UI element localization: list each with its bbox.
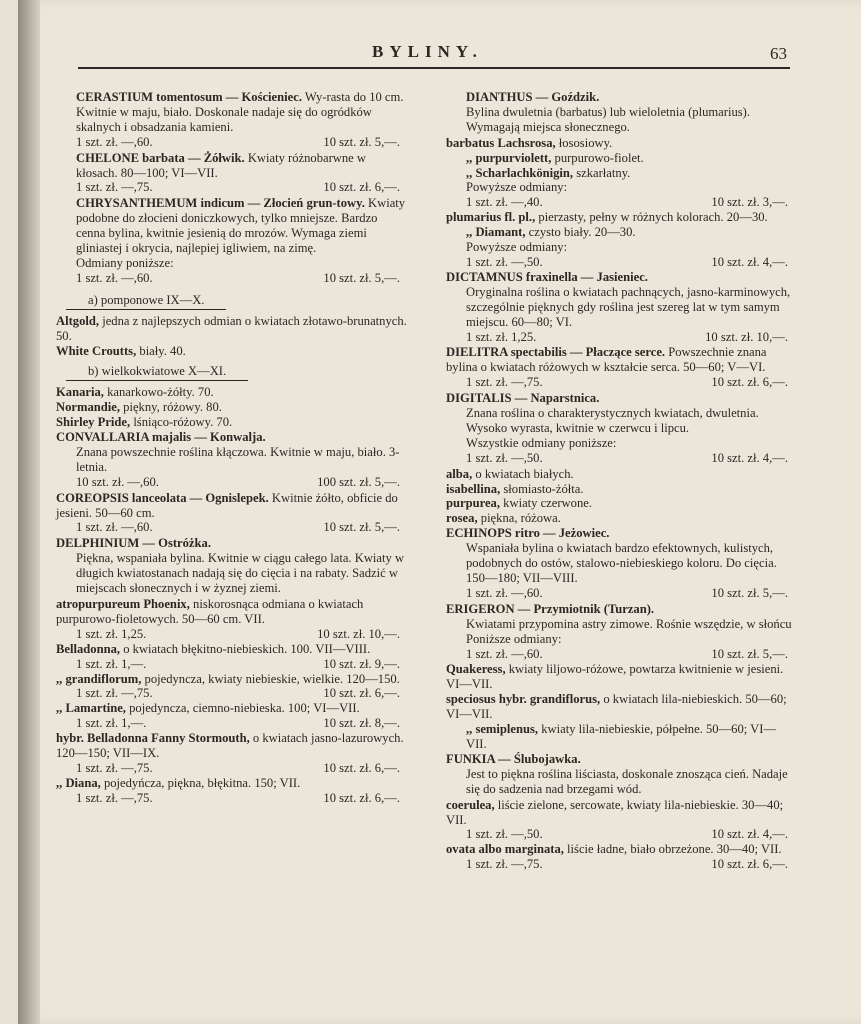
- price-single: 1 szt. zł. —,75.: [76, 760, 153, 775]
- price-line: [446, 647, 796, 662]
- variant-name: isabellina,: [446, 481, 501, 496]
- entry-description: Bylina dwuletnia (barbatus) lub wieloletnia (plumarius). Wymagają miejsca słonecznego.: [466, 104, 750, 134]
- variants-note: Odmiany poniższe:: [76, 255, 174, 270]
- variant-description: szkarłatny.: [576, 165, 631, 180]
- variant-isabellina: [446, 482, 796, 497]
- price-ten: 10 szt. zł. 6,—.: [323, 760, 400, 775]
- entry-cerastium: [56, 90, 408, 150]
- variant-description: o kwiatach jasno-lazurowych. 120—150; VII—IX.: [56, 731, 404, 761]
- variant-quakeress: [446, 662, 796, 692]
- variant-rosea: [446, 511, 796, 526]
- variant-description: kwiaty lila-niebieskie, półpełne. 50—60; VI—VII.: [466, 722, 777, 751]
- price-single: 1 szt. zł. —,60.: [76, 134, 153, 149]
- variant-alba: [446, 467, 796, 482]
- variant-name: ,, Scharlachkönigin,: [466, 165, 574, 180]
- price-ten: 10 szt. zł. 4,—.: [711, 254, 788, 269]
- price-ten: 10 szt. zł. 4,—.: [711, 450, 788, 465]
- entry-chelone: [56, 151, 408, 196]
- variant-normandie: [56, 400, 408, 415]
- variant-purpurea: [446, 496, 796, 511]
- price-single: 1 szt. zł. —,75.: [76, 686, 153, 701]
- entry-title: CHELONE barbata — Żółwik.: [76, 150, 245, 165]
- entry-description: Kwitnie żółto, obficie do jesieni. 50—60 cm.: [56, 490, 398, 520]
- price-single: 1 szt. zł. —,75.: [76, 790, 153, 805]
- price-single: 1 szt. zł. —,75.: [466, 857, 543, 872]
- variant-speciosus: [446, 692, 796, 722]
- left-column: [56, 90, 408, 806]
- entry-description: Oryginalna roślina o kwiatach pachnących, jasno-karminowych, szczególnie pięknych gdy roślina jest szereg lat w tym samym miejscu. 60—80; VI.: [466, 284, 791, 329]
- variant-hybr-belladonna: [56, 731, 408, 761]
- subheading-wielkokwiatowe: b) wielkokwiatowe X—XI.: [66, 362, 248, 381]
- price-ten: 10 szt. zł. 3,—.: [711, 195, 788, 210]
- price-single: 1 szt. zł. —,50.: [466, 827, 543, 842]
- price-ten: 10 szt. zł. 6,—.: [711, 857, 788, 872]
- variant-diana: [56, 776, 408, 791]
- entry-funkia: [446, 752, 796, 797]
- entry-dianthus: [446, 90, 796, 135]
- price-ten: 10 szt. zł. 10,—.: [317, 626, 400, 641]
- entry-description: Znana powszechnie roślina kłączowa. Kwitnie w maju, biało. 3-letnia.: [76, 444, 400, 474]
- price-line: [446, 827, 796, 842]
- price-single: 10 szt. zł. —,60.: [76, 474, 159, 489]
- entry-description: Piękna, wspaniała bylina. Kwitnie w ciągu całego lata. Kwiaty w długich kwiatostanach nadają się do cięcia i na rabaty. Sadzić w miejscach słonecznych i w żyznej ziemi.: [76, 551, 405, 596]
- entry-title: ECHINOPS ritro — Jeżowiec.: [446, 526, 610, 541]
- entry-coreopsis: [56, 491, 408, 536]
- entry-title: DIELITRA spectabilis — Płaczące serce.: [446, 345, 666, 360]
- variant-description: słomiasto-żółta.: [503, 481, 584, 496]
- variant-plumarius: [446, 210, 796, 225]
- variant-description: czysto biały. 20—30.: [528, 225, 636, 240]
- variant-name: barbatus Lachsrosa,: [446, 135, 556, 150]
- variant-lamartine: [56, 701, 408, 716]
- price-ten: 10 szt. zł. 5,—.: [711, 646, 788, 661]
- price-line: [56, 686, 408, 701]
- page-header-title: BYLINY.: [372, 42, 483, 61]
- entry-title: COREOPSIS lanceolata — Ognislepek.: [56, 490, 269, 505]
- price-single: 1 szt. zł. 1,25.: [76, 626, 147, 641]
- variant-name: ,, Lamartine,: [56, 701, 126, 716]
- variant-description: jedna z najlepszych odmian o kwiatach złotawo-brunatnych. 50.: [56, 313, 407, 343]
- entry-title: CERASTIUM tomentosum — Kościeniec.: [76, 90, 302, 104]
- price-line: [446, 255, 796, 270]
- price-ten: 10 szt. zł. 10,—.: [705, 329, 788, 344]
- variant-name: ,, grandiflorum,: [56, 671, 142, 686]
- price-line: [56, 791, 408, 806]
- variant-description: purpurowo-fiolet.: [554, 150, 644, 165]
- variant-atropurpureum: [56, 597, 408, 627]
- book-gutter: [18, 0, 40, 1024]
- entry-description: Kwiaty różnobarwne w kłosach. 80—100; VI—VII.: [76, 150, 367, 180]
- entry-description: Kwiatami przypomina astry zimowe. Rośnie wszędzie, w słońcu: [466, 616, 792, 631]
- variant-belladonna: [56, 642, 408, 657]
- price-single: 1 szt. zł. —,40.: [466, 195, 543, 210]
- entry-description: Kwiaty podobne do złocieni doniczkowych, tylko mniejsze. Bardzo cenna bylina, kwitnie jesienią do mrozów. Wymaga ziemi gliniastej i okrycia, najlepiej igliwiem, na zimę.: [76, 196, 406, 256]
- variant-scharlachkonigin: [446, 166, 796, 181]
- entry-convallaria: [56, 430, 408, 490]
- price-line: [446, 857, 796, 872]
- price-line: [446, 195, 796, 210]
- variant-barbatus: [446, 136, 796, 151]
- price-ten: 10 szt. zł. 5,—.: [711, 585, 788, 600]
- price-line: [56, 520, 408, 535]
- variant-description: pierzasty, pełny w różnych kolorach. 20—30.: [538, 210, 768, 225]
- variant-name: purpurea,: [446, 496, 501, 511]
- price-single: 1 szt. zł. —,50.: [466, 450, 543, 465]
- variant-description: biały. 40.: [139, 343, 186, 358]
- entry-description: Jest to piękna roślina liściasta, doskonale znosząca cień. Nadaje się do sadzenia nad brzegami wód.: [466, 766, 788, 796]
- variant-description: piękny, różowy. 80.: [123, 400, 222, 415]
- variant-description: liście ładne, biało obrzeżone. 30—40; VII.: [567, 842, 782, 857]
- variant-description: liście zielone, sercowate, kwiaty lila-niebieskie. 30—40; VII.: [446, 797, 784, 827]
- variant-name: rosea,: [446, 511, 478, 526]
- variant-description: lśniąco-różowy. 70.: [133, 415, 233, 430]
- variant-name: ,, purpurviolett,: [466, 150, 552, 165]
- price-single: 1 szt. zł. —,60.: [76, 520, 153, 535]
- page-number: 63: [770, 44, 787, 63]
- price-line: [56, 761, 408, 776]
- variant-name: ,, semiplenus,: [466, 722, 539, 737]
- variant-diamant: [446, 225, 796, 240]
- variant-name: ,, Diana,: [56, 775, 101, 790]
- price-line: [446, 375, 796, 390]
- variant-kanaria: [56, 385, 408, 400]
- variant-name: White Croutts,: [56, 343, 137, 358]
- entry-delphinium: [56, 536, 408, 596]
- price-ten: 10 szt. zł. 5,—.: [323, 134, 400, 149]
- price-single: 1 szt. zł. —,75.: [466, 375, 543, 390]
- variant-description: pojedyncza, ciemno-niebieska. 100; VI—VII.: [129, 701, 360, 716]
- entry-title: ERIGERON — Przymiotnik (Turzan).: [446, 601, 655, 616]
- variant-description: o kwiatach błękitno-niebieskich. 100. VII—VIII.: [123, 641, 371, 656]
- variants-note: Poniższe odmiany:: [466, 631, 562, 646]
- price-single: 1 szt. zł. —,75.: [76, 180, 153, 195]
- variant-name: plumarius fl. pl.,: [446, 210, 536, 225]
- variants-note: Powyższe odmiany:: [466, 180, 568, 195]
- entry-echinops: [446, 526, 796, 601]
- price-single: 1 szt. zł. 1,—.: [76, 656, 147, 671]
- price-line: [446, 586, 796, 601]
- variant-description: kwiaty liljowo-różowe, powtarza kwitnienie w jesieni. VI—VII.: [446, 662, 784, 692]
- price-single: 1 szt. zł. —,50.: [466, 254, 543, 269]
- variant-description: kanarkowo-żółty. 70.: [107, 385, 214, 400]
- variant-name: alba,: [446, 466, 473, 481]
- price-ten: 10 szt. zł. 4,—.: [711, 827, 788, 842]
- price-ten: 10 szt. zł. 9,—.: [323, 656, 400, 671]
- price-single: 1 szt. zł. 1,—.: [76, 716, 147, 731]
- variant-name: ,, Diamant,: [466, 225, 526, 240]
- variant-coerulea: [446, 798, 796, 828]
- price-single: 1 szt. zł. 1,25.: [466, 329, 537, 344]
- variant-name: Shirley Pride,: [56, 415, 131, 430]
- entry-title: FUNKIA — Ślubojawka.: [446, 751, 581, 766]
- entry-title: DICTAMNUS fraxinella — Jasieniec.: [446, 269, 648, 284]
- variant-name: atropurpureum Phoenix,: [56, 597, 190, 611]
- variant-name: Altgold,: [56, 313, 100, 328]
- variants-note: Powyższe odmiany:: [466, 240, 568, 255]
- price-ten: 10 szt. zł. 5,—.: [323, 520, 400, 535]
- variant-description: pojedyncza, kwiaty niebieskie, wielkie. 120—150.: [144, 671, 400, 686]
- price-ten: 100 szt. zł. 5,—.: [317, 474, 400, 489]
- price-line: [56, 271, 408, 286]
- variant-name: Belladonna,: [56, 641, 121, 656]
- header-rule: [78, 67, 790, 69]
- variant-description: łososiowy.: [558, 135, 613, 150]
- price-ten: 10 szt. zł. 8,—.: [323, 716, 400, 731]
- entry-description: Wy-rasta do 10 cm. Kwitnie w maju, biało. Doskonale nadaje się do ogródków skalnych i obsadzania kamieni.: [76, 90, 404, 134]
- variant-description: o kwiatach białych.: [475, 466, 574, 481]
- variants-note: Wszystkie odmiany poniższe:: [466, 435, 617, 450]
- variant-altgold: [56, 314, 408, 344]
- variant-name: ovata albo marginata,: [446, 842, 564, 857]
- variant-ovata: [446, 842, 796, 857]
- variant-semiplenus: [446, 722, 796, 752]
- entry-description: Wspaniała bylina o kwiatach bardzo efektownych, kulistych, podobnych do ostów, stalowo-niebieskiego koloru. Do cięcia. 150—180; VII—VIII.: [466, 541, 777, 585]
- price-line: [446, 330, 796, 345]
- price-single: 1 szt. zł. —,60.: [466, 585, 543, 600]
- price-line: [56, 657, 408, 672]
- variant-description: niskorosnąca odmiana o kwiatach purpurowo-fioletowych. 50—60 cm. VII.: [56, 597, 364, 626]
- price-line: [56, 716, 408, 731]
- price-line: [446, 451, 796, 466]
- variant-name: hybr. Belladonna Fanny Stormouth,: [56, 731, 250, 746]
- price-line: [56, 135, 408, 150]
- price-line: [56, 627, 408, 642]
- price-ten: 10 szt. zł. 5,—.: [323, 270, 400, 285]
- variant-description: pojedyńcza, piękna, błękitna. 150; VII.: [103, 775, 301, 790]
- variant-name: Normandie,: [56, 400, 121, 415]
- variant-grandiflorum: [56, 672, 408, 687]
- entry-chrysanthemum: [56, 196, 408, 285]
- entry-digitalis: [446, 391, 796, 466]
- entry-description: Znana roślina o charakterystycznych kwiatach, dwuletnia. Wysoko wyrasta, kwitnie w czerwcu i lipcu.: [466, 406, 759, 435]
- entry-erigeron: [446, 602, 796, 662]
- entry-dielitra: [446, 345, 796, 390]
- variant-description: o kwiatach lila-niebieskich. 50—60; VI—VII.: [446, 692, 787, 722]
- entry-title: DELPHINIUM — Ostróżka.: [56, 536, 211, 551]
- variant-shirley-pride: [56, 415, 408, 430]
- price-line: [56, 180, 408, 195]
- price-ten: 10 szt. zł. 6,—.: [323, 180, 400, 195]
- price-ten: 10 szt. zł. 6,—.: [323, 686, 400, 701]
- right-column: [446, 90, 796, 872]
- price-single: 1 szt. zł. —,60.: [76, 270, 153, 285]
- variant-white-croutts: [56, 344, 408, 359]
- variant-name: Kanaria,: [56, 385, 104, 400]
- price-ten: 10 szt. zł. 6,—.: [711, 375, 788, 390]
- entry-title: DIGITALIS — Naparstnica.: [446, 391, 600, 406]
- price-ten: 10 szt. zł. 6,—.: [323, 790, 400, 805]
- variant-name: Quakeress,: [446, 662, 506, 677]
- entry-dictamnus: [446, 270, 796, 345]
- variant-name: speciosus hybr. grandiflorus,: [446, 692, 601, 707]
- entry-title: CONVALLARIA majalis — Konwalja.: [56, 430, 266, 445]
- subheading-pompon: a) pomponowe IX—X.: [66, 291, 226, 310]
- variant-description: piękna, różowa.: [480, 511, 561, 526]
- price-line: [56, 475, 408, 490]
- variant-description: kwiaty czerwone.: [503, 496, 592, 511]
- entry-title: DIANTHUS — Goździk.: [466, 90, 600, 104]
- entry-description: Powszechnie znana bylina o kwiatach różowych w kształcie serca. 50—60; V—VI.: [446, 345, 767, 375]
- variant-name: coerulea,: [446, 797, 495, 812]
- variant-purpurviolett: [446, 151, 796, 166]
- price-single: 1 szt. zł. —,60.: [466, 646, 543, 661]
- entry-title: CHRYSANTHEMUM indicum — Złocień grun-towy.: [76, 196, 365, 211]
